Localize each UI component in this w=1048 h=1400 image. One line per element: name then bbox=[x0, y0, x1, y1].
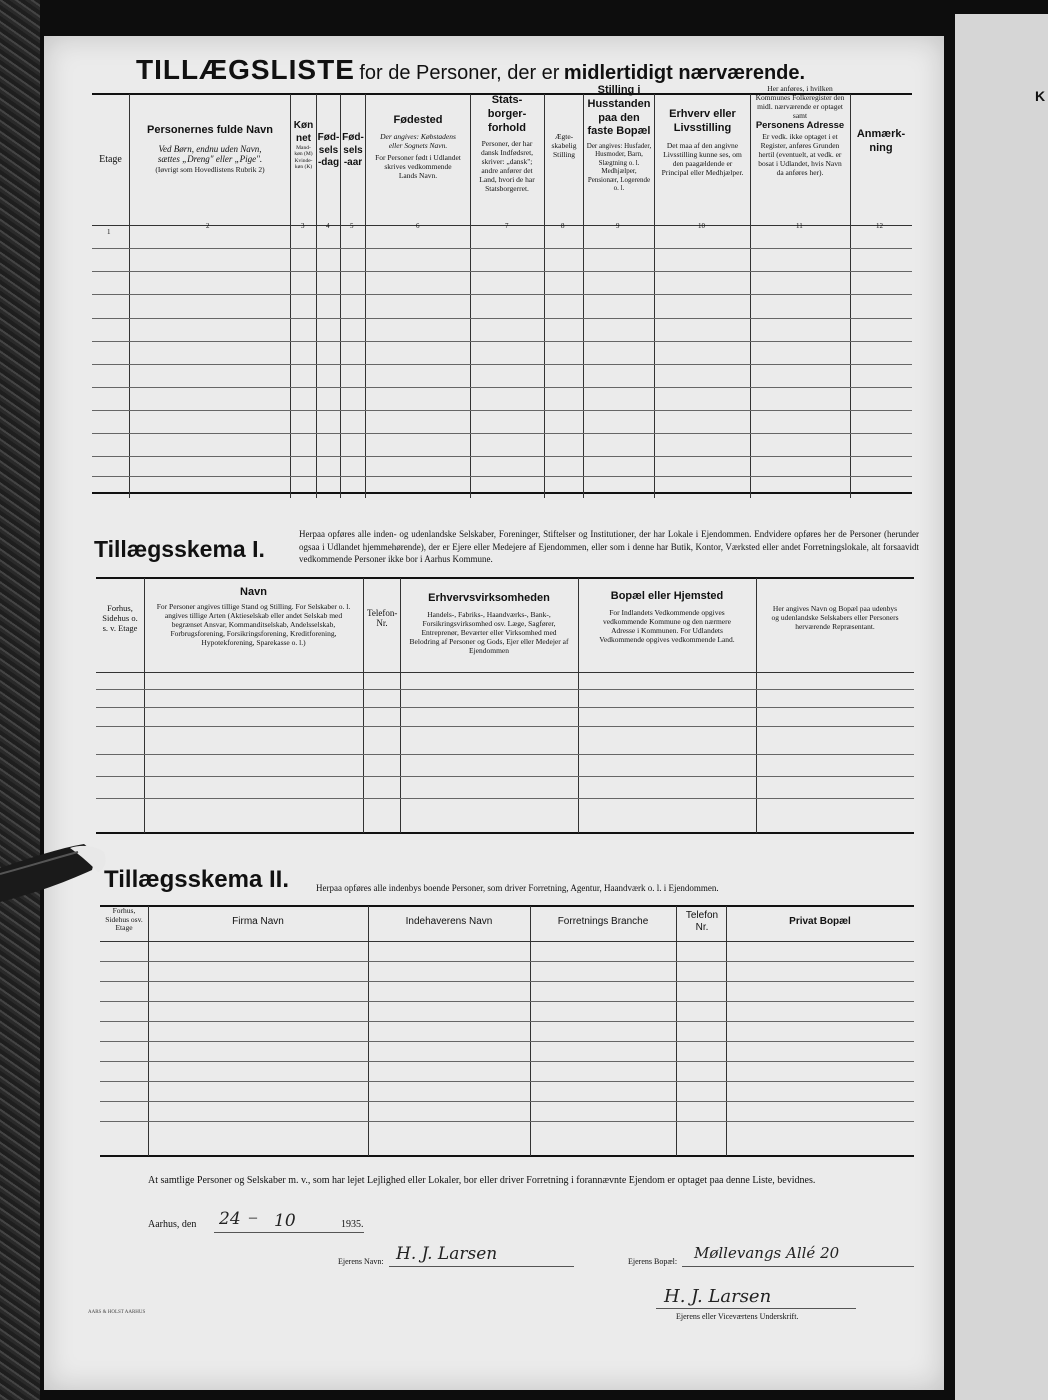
skema2-header-indehaver: Indehaverens Navn bbox=[405, 916, 493, 927]
skema2-header-branche: Forretnings Branche bbox=[557, 916, 649, 927]
main-title bbox=[136, 54, 805, 86]
col-number: 11 bbox=[796, 222, 803, 230]
col-number: 8 bbox=[561, 222, 565, 230]
col-number: 1 bbox=[107, 228, 111, 236]
header-foedested: Fødested Der angives: Købstadens eller Sognets Navn. For Personer født i Udlandet skrives vedkommende Lands Navn. bbox=[375, 114, 461, 180]
skema1-header-bopael: Bopæl eller Hjemsted For Indlandets Vedkommende opgives vedkommende Kommune og den nærmere Adresse i Kommunen. For Udlandets Vedkommende opgives vedkommende Land. bbox=[599, 590, 735, 644]
header-etage: Etage bbox=[99, 154, 122, 165]
col-number: 9 bbox=[616, 222, 620, 230]
printer-mark: AARS & HOLST AARHUS bbox=[88, 1310, 146, 1315]
binder-clip bbox=[0, 840, 110, 910]
date-dash: – bbox=[249, 1209, 257, 1226]
skema1-description: Herpaa opføres alle inden- og udenlandske Selskaber, Foreninger, Stiftelser og Institutioner, der har Lokale i Ejendommen. Endvidere opføres her de Personer (herunder ogsaa i Udlandet hjemmehørende), der er Ejere eller Medejere af Ejendommen, eller som i denne har Butik, Kontor, Værksted eller andet Forretningslokale, alt forsaavidt vedkommende Personer ikke bor i Aarhus Kommune. bbox=[299, 529, 919, 565]
header-anmaerkning: Anmærk-ning bbox=[856, 128, 906, 154]
col-number: 10 bbox=[698, 222, 705, 230]
adjacent-page-text: K bbox=[1035, 88, 1046, 104]
skema1-title: Tillægsskema I. bbox=[94, 536, 265, 562]
skema2-header-telefon: Telefon Nr. bbox=[685, 910, 719, 933]
skema2-header-etage: Forhus, Sidehus osv. Etage bbox=[105, 906, 143, 933]
date-year: 1935. bbox=[341, 1219, 364, 1230]
header-statsborgerforhold: Stats-borger-forhold Personer, der har dansk Indfødsret, skriver: „dansk"; andre anfører det Land, hvori de har Statsborgerret. bbox=[479, 94, 535, 194]
form-page bbox=[44, 36, 944, 1390]
header-erhverv: Erhverv eller Livsstilling Det maa af den angivne Livsstilling kunne ses, om den paagældende er Principal eller Medhjælper. bbox=[661, 108, 744, 177]
owner-address-label: Ejerens Bopæl: bbox=[628, 1257, 678, 1266]
owner-name-value: H. J. Larsen bbox=[396, 1244, 498, 1264]
date-day: 24 bbox=[219, 1209, 241, 1229]
col-number: 5 bbox=[350, 222, 354, 230]
header-foedselsaar: Fød-sels-aar bbox=[342, 132, 364, 168]
skema1-header-etage: Forhus, Sidehus o. s. v. Etage bbox=[102, 603, 138, 633]
owner-name-label: Ejerens Navn: bbox=[338, 1257, 384, 1266]
signature: H. J. Larsen bbox=[664, 1286, 772, 1307]
col-number: 12 bbox=[876, 222, 883, 230]
adjacent-page bbox=[955, 14, 1048, 1400]
skema2-title: Tillægsskema II. bbox=[104, 866, 289, 893]
book-binding bbox=[0, 0, 40, 1400]
skema1-header-telefon: Telefon-Nr. bbox=[367, 608, 398, 629]
skema1-header-repraesentant: Her angives Navn og Bopæl paa udenbys og udenlandske Selskabers eller Personers herværende Repræsentant. bbox=[771, 604, 899, 631]
header-stilling-husstand: Stilling i Husstanden paa den faste Bopæl Der angives: Husfader, Husmoder, Barn, Slægtning o. l. Medhjælper, Pensionær, Logerende o. l. bbox=[586, 84, 652, 192]
owner-address-value: Møllevangs Allé 20 bbox=[694, 1244, 840, 1262]
header-aegteskabelig: Ægte-skabelig Stilling bbox=[551, 132, 577, 159]
skema2-description: Herpaa opføres alle indenbys boende Personer, som driver Forretning, Agentur, Haandværk o. l. i Ejendommen. bbox=[316, 883, 719, 893]
date-place-label: Aarhus, den bbox=[148, 1219, 197, 1230]
title-middle: for de Personer, der er bbox=[359, 62, 560, 84]
header-koennet: Kønnet Mand-køn (M) Kvinde-køn (K) bbox=[293, 120, 314, 170]
skema2-header-firma: Firma Navn bbox=[232, 916, 284, 927]
col-number: 6 bbox=[416, 222, 420, 230]
title-main-word: TILLÆGSLISTE bbox=[136, 54, 355, 85]
col-number: 2 bbox=[206, 222, 210, 230]
title-end: midlertidigt nærværende. bbox=[563, 62, 806, 84]
header-navn: Personernes fulde Navn Ved Børn, endnu uden Navn, sættes „Dreng" eller „Pige". (Iøvrigt som Hovedlistens Rubrik 2) bbox=[147, 124, 273, 175]
date-month: 10 bbox=[274, 1211, 296, 1231]
skema1-header-erhverv: Erhvervsvirksomheden Handels-, Fabriks-, Haandværks-, Bank-, Forsikringsvirksomhed osv. Læge, Sagfører, Entreprenør, Beværter eller Virksomhed med Belodring af Personer og Gods, Ejer eller Medejer af Ejendommen bbox=[409, 592, 569, 655]
skema2-header-privat-bopael: Privat Bopæl bbox=[789, 916, 851, 927]
skema1-header-navn: Navn For Personer angives tillige Stand og Stilling. For Selskaber o. l. angives tillige Arten (Aktieselskab eller andet Selskab med begrænset Ansvar, Kommanditselskab, Andelsselskab, Forbrugsforening, Forsikringsforening, Kreditforening, Hypotekforening, Sparekasse o. l.) bbox=[156, 586, 351, 647]
header-personens-adresse: Her anføres, i hvilken Kommunes Folkeregister den midl. nærværende er optaget samt Personens Adresse Er vedk. ikke optaget i et Register, anføres Grunden hertil (eventuelt, at vedk. er bosat i Udlandet, hvis Navn da anføres her). bbox=[755, 84, 845, 177]
attestation-text: At samtlige Personer og Selskaber m. v., som har lejet Lejlighed eller Lokaler, bor eller driver Forretning i forannævnte Ejendom er optaget paa denne Liste, bevidnes. bbox=[148, 1175, 816, 1186]
col-number: 3 bbox=[301, 222, 305, 230]
col-number: 4 bbox=[326, 222, 330, 230]
col-number: 7 bbox=[505, 222, 509, 230]
header-foedselsdag: Fød-sels-dag bbox=[317, 132, 340, 168]
signature-label: Ejerens eller Viceværtens Underskrift. bbox=[676, 1312, 799, 1321]
